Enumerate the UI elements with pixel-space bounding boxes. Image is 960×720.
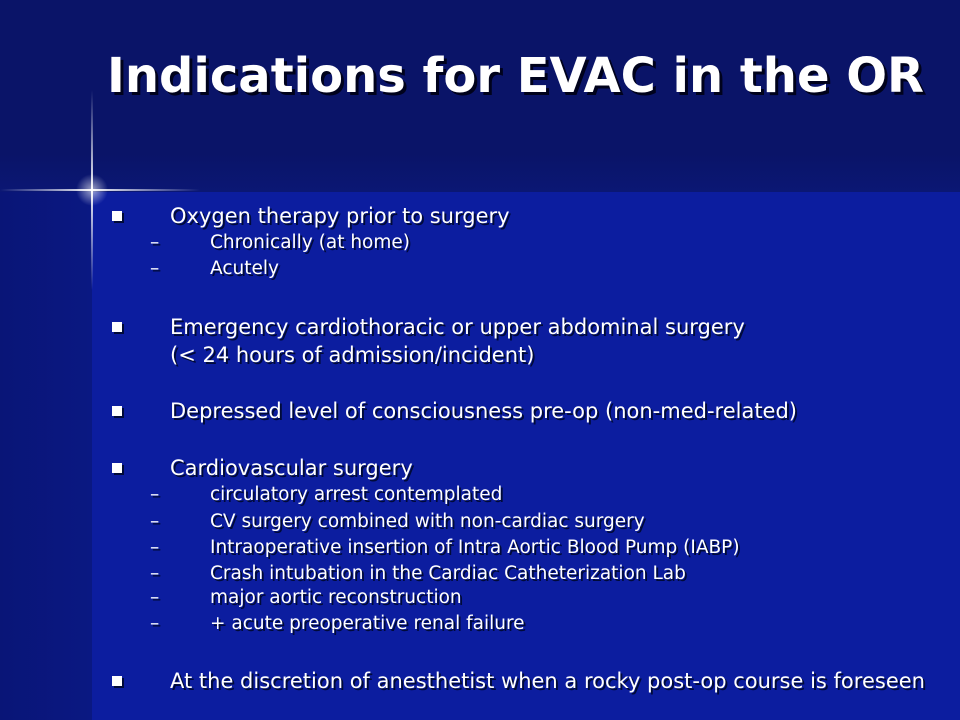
sub-bullet-dash: – bbox=[150, 613, 160, 634]
bullet-text: Depressed level of consciousness pre-op (non-med-related) bbox=[170, 399, 797, 423]
bullet-square-icon bbox=[112, 463, 122, 473]
bullet-text: At the discretion of anesthetist when a rocky post-op course is foreseen bbox=[170, 669, 925, 693]
bullet-item bbox=[0, 313, 960, 341]
sub-bullet-text: Acutely bbox=[210, 258, 279, 279]
slide-title: Indications for EVAC in the OR bbox=[107, 48, 925, 104]
bullet-text: Emergency cardiothoracic or upper abdominal surgery bbox=[170, 315, 745, 339]
sub-bullet-dash: – bbox=[150, 563, 160, 584]
sub-bullet-text: Chronically (at home) bbox=[210, 232, 410, 253]
bullet-item bbox=[0, 202, 960, 230]
bullet-text: Oxygen therapy prior to surgery bbox=[170, 204, 510, 228]
sub-bullet-item bbox=[0, 257, 960, 281]
sub-bullet-dash: – bbox=[150, 587, 160, 608]
bullet-square-icon bbox=[112, 322, 122, 332]
bullet-text: Cardiovascular surgery bbox=[170, 456, 413, 480]
sub-bullet-item bbox=[0, 612, 960, 636]
sub-bullet-text: Intraoperative insertion of Intra Aortic Blood Pump (IABP) bbox=[210, 537, 740, 558]
bullet-item bbox=[0, 667, 960, 695]
bullet-square-icon bbox=[112, 676, 122, 686]
sub-bullet-text: circulatory arrest contemplated bbox=[210, 484, 503, 505]
bullet-continuation bbox=[0, 341, 960, 369]
bullet-square-icon bbox=[112, 406, 122, 416]
sub-bullet-dash: – bbox=[150, 258, 160, 279]
sub-bullet-text: Crash intubation in the Cardiac Catheterization Lab bbox=[210, 563, 686, 584]
sub-bullet-item bbox=[0, 586, 960, 610]
bullet-square-icon bbox=[112, 211, 122, 221]
bullet-item bbox=[0, 397, 960, 425]
bullet-text-continuation: (< 24 hours of admission/incident) bbox=[170, 343, 535, 367]
sub-bullet-text: CV surgery combined with non-cardiac surgery bbox=[210, 511, 645, 532]
sub-bullet-item bbox=[0, 231, 960, 255]
sub-bullet-dash: – bbox=[150, 537, 160, 558]
sub-bullet-dash: – bbox=[150, 232, 160, 253]
sub-bullet-item bbox=[0, 483, 960, 507]
sub-bullet-item bbox=[0, 536, 960, 560]
sub-bullet-item bbox=[0, 562, 960, 586]
bullet-item bbox=[0, 454, 960, 482]
sub-bullet-text: + acute preoperative renal failure bbox=[210, 613, 525, 634]
sub-bullet-dash: – bbox=[150, 484, 160, 505]
sub-bullet-dash: – bbox=[150, 511, 160, 532]
sub-bullet-item bbox=[0, 510, 960, 534]
sub-bullet-text: major aortic reconstruction bbox=[210, 587, 462, 608]
